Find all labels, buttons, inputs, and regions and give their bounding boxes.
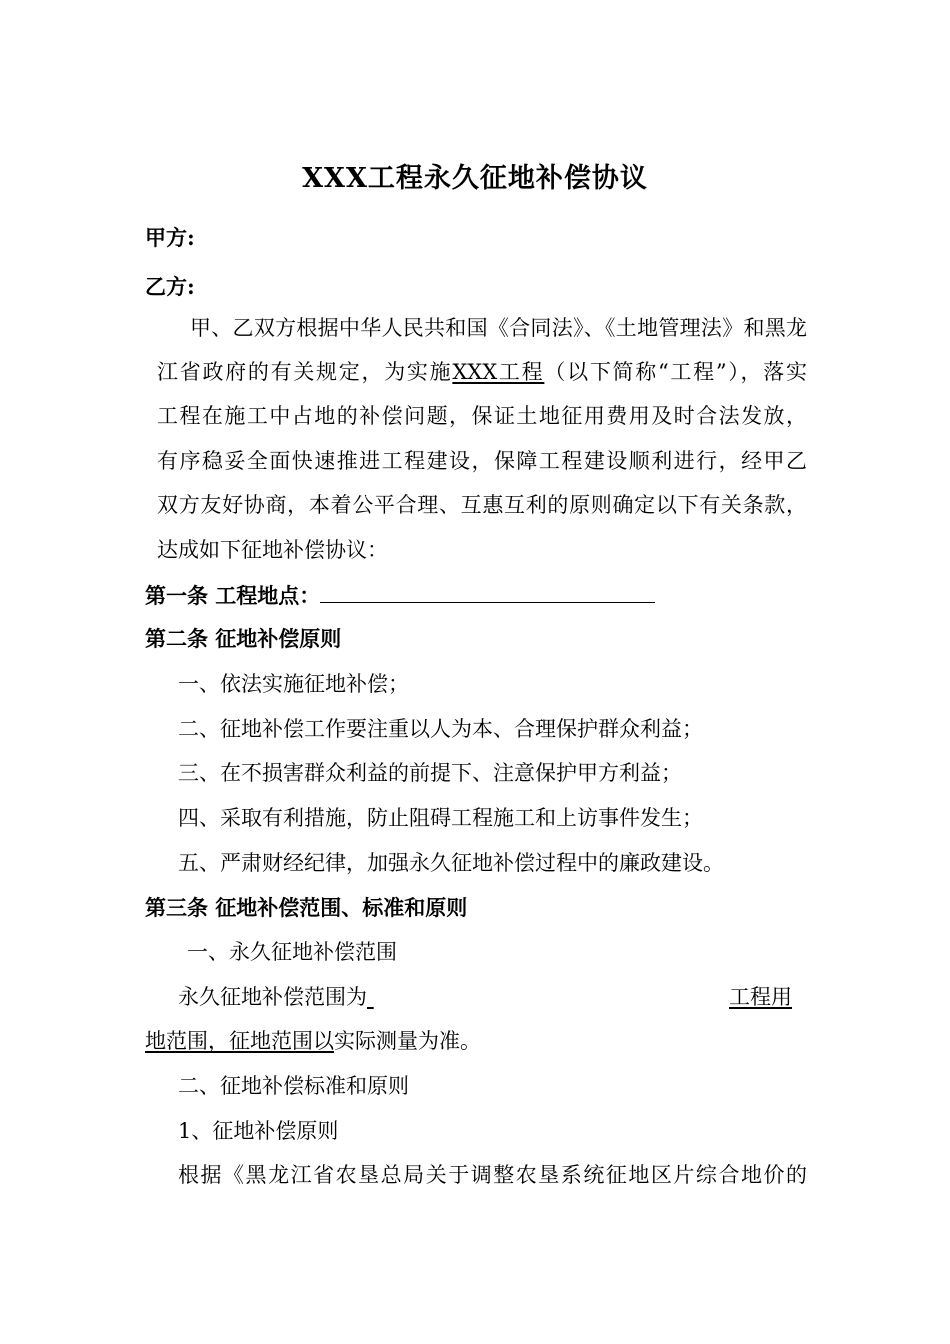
scope-blank — [367, 982, 729, 1012]
article-3-sub-2-1: 1、征地补偿原则 — [178, 1119, 339, 1143]
preamble-line-2-start: 江省政府的有关规定，为实施 — [157, 360, 453, 384]
scope-label: 永久征地补偿范围为 — [178, 985, 367, 1009]
project-location-blank — [320, 580, 655, 603]
preamble-line-3: 工程在施工中占地的补偿问题，保证土地征用费用及时合法发放， — [157, 404, 807, 428]
preamble-line-4: 有序稳妥全面快速推进工程建设，保障工程建设顺利进行，经甲乙 — [157, 449, 807, 473]
article-3-sub-2: 二、征地补偿标准和原则 — [178, 1074, 409, 1098]
party-a-label: 甲方: — [145, 225, 195, 250]
article-2-item-1: 一、依法实施征地补偿； — [178, 672, 409, 696]
article-3-heading: 第三条 征地补偿范围、标准和原则 — [145, 895, 468, 920]
scope-line-1 — [178, 982, 807, 1012]
preamble-line-1: 甲、乙双方根据中华人民共和国《合同法》、《土地管理法》和黑龙 — [190, 316, 807, 340]
scope-line-2 — [145, 1026, 481, 1056]
basis-line: 根据《黑龙江省农垦总局关于调整农垦系统征地区片综合地价的 — [178, 1163, 807, 1187]
preamble-line-6: 达成如下征地补偿协议： — [157, 538, 388, 562]
article-2-item-5: 五、严肃财经纪律，加强永久征地补偿过程中的廉政建设。 — [178, 851, 724, 875]
preamble-line-2 — [157, 357, 807, 387]
project-name-underlined: XXX工程 — [452, 360, 545, 384]
party-b-label: 乙方: — [145, 274, 195, 299]
scope-line-2-end: 实际测量为准。 — [334, 1029, 481, 1053]
preamble-line-2-end: （以下简称“工程”），落实 — [544, 360, 807, 384]
article-1-label: 第一条 工程地点： — [145, 580, 655, 611]
article-2-item-3: 三、在不损害群众利益的前提下、注意保护甲方利益； — [178, 761, 682, 785]
article-3-sub-1: 一、永久征地补偿范围 — [187, 940, 397, 964]
article-2-heading: 第二条 征地补偿原则 — [145, 626, 342, 651]
article-2-item-2: 二、征地补偿工作要注重以人为本、合理保护群众利益； — [178, 717, 703, 741]
scope-line-2-underlined: 地范围，征地范围以 — [145, 1029, 334, 1053]
article-2-item-4: 四、采取有利措施，防止阻碍工程施工和上访事件发生； — [178, 806, 703, 830]
scope-suffix: 工程用 — [729, 985, 792, 1009]
page-title: XXX工程永久征地补偿协议 — [302, 163, 648, 194]
preamble-line-5: 双方友好协商，本着公平合理、互惠互利的原则确定以下有关条款， — [157, 493, 807, 517]
